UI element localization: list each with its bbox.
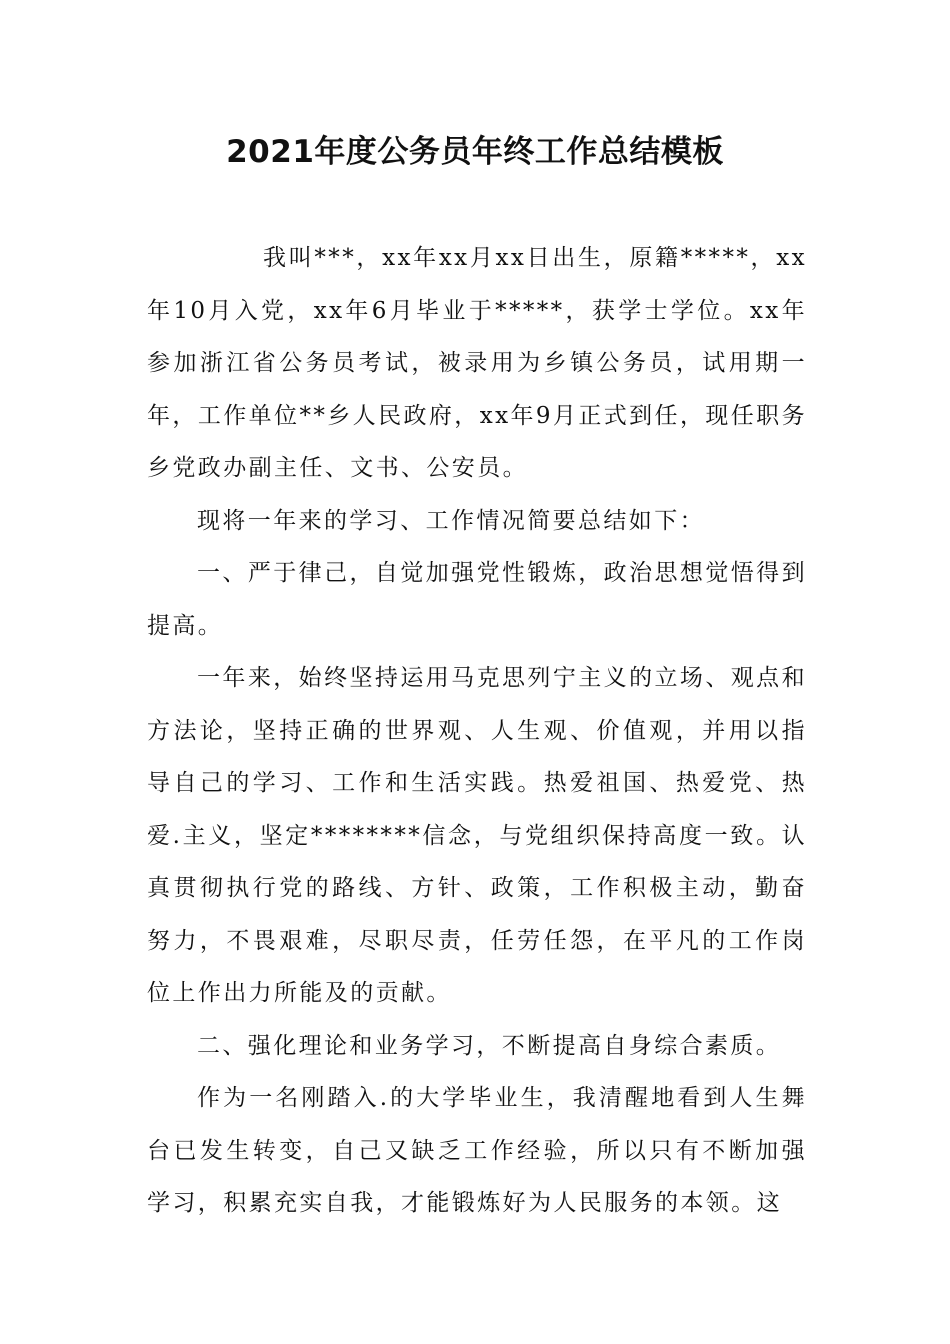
paragraph-section-1: 一年来，始终坚持运用马克思列宁主义的立场、观点和方法论，坚持正确的世界观、人生观、价值观，并用以指导自己的学习、工作和生活实践。热爱祖国、热爱党、热爱.主义，坚定********信念，与党组织保持高度一致。认真贯彻执行党的路线、方针、政策，工作积极主动，勤奋努力，不畏艰难，尽职尽责，任劳任怨，在平凡的工作岗位上作出力所能及的贡献。 (147, 665, 807, 1006)
paragraph-summary-lead: 现将一年来的学习、工作情况简要总结如下： (197, 507, 705, 534)
paragraph-section-2: 作为一名刚踏入.的大学毕业生，我清醒地看到人生舞台已发生转变，自己又缺乏工作经验，所以只有不断加强学习，积累充实自我，才能锻炼好为人民服务的本领。这 (147, 1085, 807, 1216)
document-title: 2021年度公务员年终工作总结模板 (226, 134, 724, 170)
paragraph-intro: 我叫***，xx年xx月xx日出生，原籍*****，xx年10月入党，xx年6月毕业于*****，获学士学位。xx年参加浙江省公务员考试，被录用为乡镇公务员，试用期一年，工作单位**乡人民政府，xx年9月正式到任，现任职务乡党政办副主任、文书、公安员。 (147, 245, 807, 481)
document-body (147, 232, 807, 1230)
section-heading-1: 一、严于律己，自觉加强党性锻炼，政治思想觉悟得到提高。 (147, 560, 807, 639)
section-heading-2: 二、强化理论和业务学习，不断提高自身综合素质。 (197, 1032, 782, 1059)
